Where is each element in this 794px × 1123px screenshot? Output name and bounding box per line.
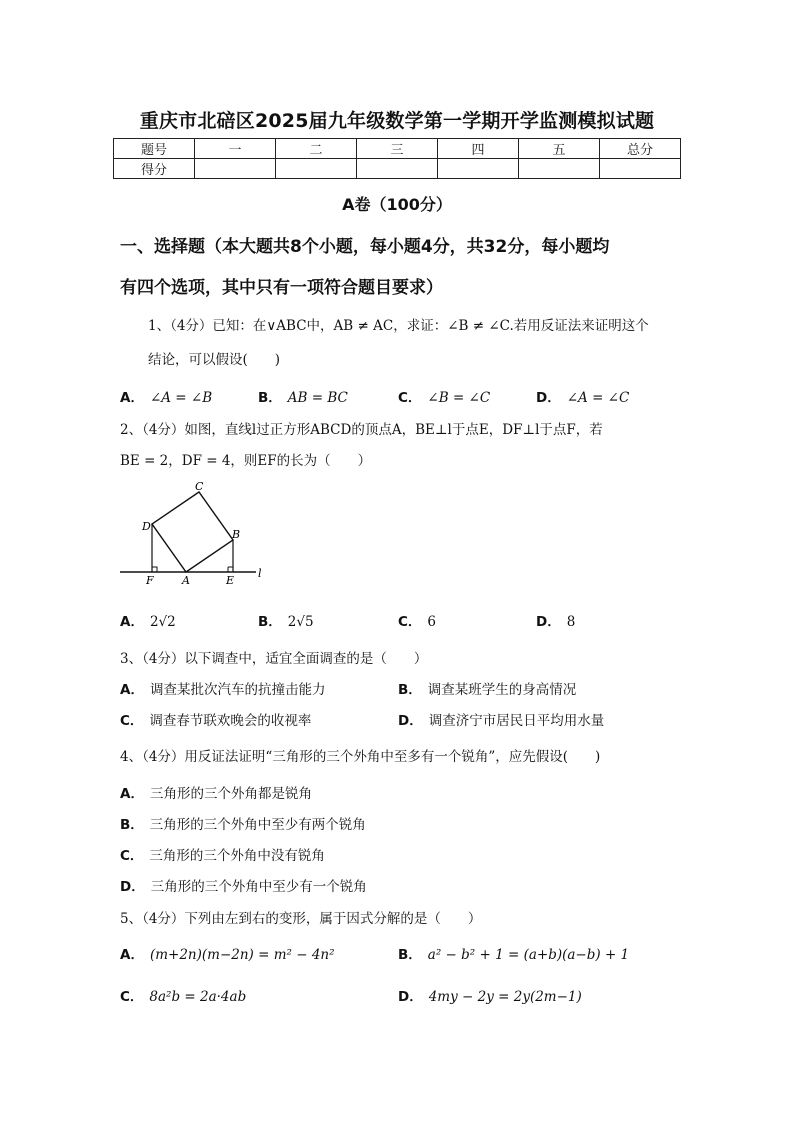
question-3-stem: 3、（4分）以下调查中，适宜全面调查的是（ ） (120, 651, 428, 667)
option-text: 调查济宁市居民日平均用水量 (428, 713, 605, 729)
option-text: 调查春节联欢晚会的收视率 (149, 713, 312, 729)
option-label: C． (120, 989, 144, 1005)
question-4-stem: 4、（4分）用反证法证明“三角形的三个外角中至多有一个锐角”，应先假设( ) (120, 749, 601, 765)
label-l: l (258, 567, 262, 580)
label-c: C (195, 480, 204, 493)
score-cell (600, 159, 681, 179)
question-4-option-d (120, 875, 367, 895)
option-text: AB = BC (287, 390, 348, 406)
score-cell (438, 159, 519, 179)
option-label: B． (258, 390, 282, 406)
question-2-option-c (398, 610, 436, 630)
section-a-heading: A卷（100分） (342, 195, 452, 214)
question-1-option-a (120, 386, 212, 406)
question-2-option-a (120, 610, 176, 630)
label-a: A (182, 574, 190, 587)
question-4-option-a (120, 782, 312, 802)
option-label: C． (398, 614, 422, 630)
option-text: 6 (427, 614, 437, 630)
option-label: C． (120, 848, 144, 864)
question-3-option-a (120, 678, 325, 698)
option-text: ∠A = ∠B (149, 390, 213, 406)
score-cell (195, 159, 276, 179)
option-label: A． (120, 390, 144, 406)
option-label: D． (398, 713, 423, 729)
score-header-cell: 三 (357, 139, 438, 159)
question-5-option-a (120, 943, 335, 963)
option-text: 三角形的三个外角中没有锐角 (149, 848, 325, 864)
option-text: 4my − 2y = 2y(2m−1) (428, 989, 582, 1005)
option-text: 调查某班学生的身高情况 (427, 682, 577, 698)
part1-heading-line2: 有四个选项，其中只有一项符合题目要求） (120, 278, 443, 298)
question-3-option-d (398, 709, 604, 729)
right-angle-mark-f (152, 567, 157, 572)
option-text: 2√2 (149, 614, 176, 630)
option-label: A． (120, 786, 144, 802)
question-1-option-d (536, 386, 629, 406)
option-label: B． (398, 682, 422, 698)
question-2-option-b (258, 610, 314, 630)
score-header-cell: 总分 (600, 139, 681, 159)
question-2-stem-line1: 2、（4分）如图，直线l过正方形ABCD的顶点A，BE⊥l于点E，DF⊥l于点F，若 (120, 422, 603, 438)
option-text: 2√5 (287, 614, 314, 630)
option-text: (m+2n)(m−2n) = m² − 4n² (149, 947, 335, 963)
question-2-stem-line2: BE = 2，DF = 4，则EF的长为（ ） (120, 453, 372, 469)
option-label: D． (398, 989, 423, 1005)
option-label: D． (536, 390, 561, 406)
option-text: 三角形的三个外角中至少有一个锐角 (150, 879, 367, 895)
option-label: C． (120, 713, 144, 729)
option-text: a² − b² + 1 = (a+b)(a−b) + 1 (427, 947, 630, 963)
score-table-score-row (114, 159, 681, 179)
question-5-option-d (398, 985, 582, 1005)
score-cell (519, 159, 600, 179)
label-f: F (146, 574, 154, 587)
question-1-stem-line1: 1、（4分）已知：在∨ABC中，AB ≠ AC，求证：∠B ≠ ∠C.若用反证法来证明这个 (148, 318, 649, 334)
question-3-option-c (120, 709, 311, 729)
score-cell (276, 159, 357, 179)
question-1-option-b (258, 386, 348, 406)
question-1-stem-line2: 结论，可以假设( ) (148, 352, 281, 368)
option-text: 8a²b = 2a·4ab (149, 989, 247, 1005)
score-header-cell: 四 (438, 139, 519, 159)
option-label: B． (120, 817, 144, 833)
option-label: A． (120, 682, 144, 698)
option-text: 三角形的三个外角都是锐角 (149, 786, 312, 802)
score-header-cell: 二 (276, 139, 357, 159)
question-2-option-d (536, 610, 575, 630)
score-table (113, 138, 681, 179)
part1-heading-line1: 一、选择题（本大题共8个小题，每小题4分，共32分，每小题均 (120, 237, 610, 257)
score-header-cell: 题号 (114, 139, 195, 159)
label-e: E (226, 574, 235, 587)
question-5-stem: 5、（4分）下列由左到右的变形，属于因式分解的是（ ） (120, 911, 482, 927)
score-header-cell: 一 (195, 139, 276, 159)
option-label: C． (398, 390, 422, 406)
square-abcd (152, 492, 233, 572)
score-table-header-row (114, 139, 681, 159)
question-1-option-c (398, 386, 490, 406)
option-label: D． (120, 879, 145, 895)
option-label: B． (258, 614, 282, 630)
option-label: A． (120, 947, 144, 963)
question-4-option-b (120, 813, 366, 833)
option-label: B． (398, 947, 422, 963)
question-4-option-c (120, 844, 325, 864)
score-header-cell: 五 (519, 139, 600, 159)
option-text: 调查某批次汽车的抗撞击能力 (149, 682, 326, 698)
score-row-label: 得分 (114, 159, 195, 179)
option-text: 8 (566, 614, 576, 630)
question-3-option-b (398, 678, 576, 698)
option-text: 三角形的三个外角中至少有两个锐角 (149, 817, 366, 833)
page-title: 重庆市北碚区2025届九年级数学第一学期开学监测模拟试题 (139, 110, 655, 132)
question-5-option-b (398, 943, 629, 963)
question-5-option-c (120, 985, 246, 1005)
option-label: A． (120, 614, 144, 630)
square-figure (118, 478, 278, 588)
option-label: D． (536, 614, 561, 630)
option-text: ∠A = ∠C (566, 390, 630, 406)
label-d: D (142, 520, 151, 533)
label-b: B (232, 528, 241, 541)
option-text: ∠B = ∠C (427, 390, 491, 406)
score-cell (357, 159, 438, 179)
